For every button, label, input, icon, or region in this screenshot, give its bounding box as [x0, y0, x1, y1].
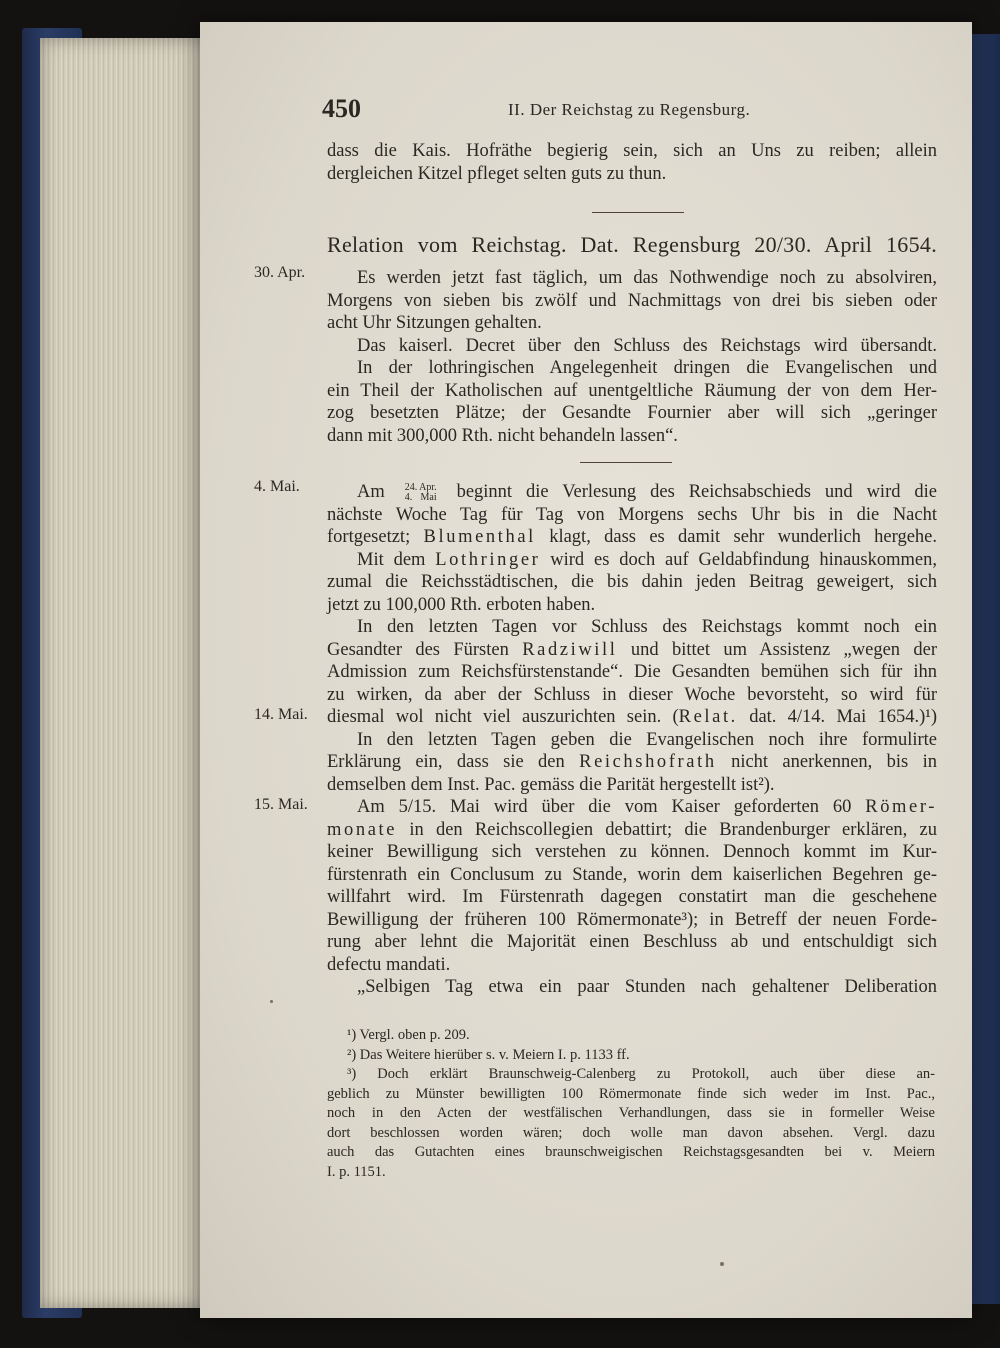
word: diesmal wol nicht viel auszurichten sein. (: [327, 707, 679, 727]
footnote-3-line: I. p. 1151.: [327, 1163, 386, 1180]
text-line: acht Uhr Sitzungen gehalten.: [327, 313, 542, 333]
text-line: „Selbigen Tag etwa ein paar Stunden nach gehaltener Deliberation: [357, 977, 937, 997]
text-line: ein Theil der Katholischen auf unentgeltliche Räumung der von dem Her-: [327, 380, 937, 401]
footnote-3-line: auch das Gutachten eines braunschweigischen Reichstagsgesandten bei v. Meiern: [327, 1144, 935, 1160]
page-number: 450: [322, 94, 361, 123]
text-line: Das kaiserl. Decret über den Schluss des Reichstags wird übersandt.: [357, 335, 937, 356]
text-line: In der lothringischen Angelegenheit dringen die Evangelischen und: [357, 358, 937, 378]
footnote-3-line: dort beschlossen worden wären; doch wolle man davon absehen. Vergl. dazu: [327, 1124, 935, 1141]
text-line: [327, 639, 937, 662]
word: Mit dem: [357, 549, 426, 570]
paragraph-block-2: [327, 481, 937, 999]
text-line: In den letzten Tagen geben die Evangelischen noch ihre formulirte: [357, 729, 937, 750]
spaced-name: Relat.: [678, 707, 738, 727]
footnote-2: ²) Das Weitere hierüber s. v. Meiern I. p. 1133 ff.: [347, 1046, 630, 1063]
date-fraction-top: 24. Apr.: [404, 481, 437, 493]
spaced-name: Reichshofrath: [579, 752, 717, 772]
footnote-1: ¹) Vergl. oben p. 209.: [347, 1027, 470, 1043]
margin-date: 14. Mai.: [254, 706, 308, 723]
margin-date: 30. Apr.: [254, 264, 306, 281]
text-line: [327, 819, 937, 842]
spaced-name: Lothringer: [435, 549, 541, 570]
paragraph-block-1: [327, 267, 937, 447]
text-line: In den letzten Tagen vor Schluss des Reichstags kommt noch ein: [357, 617, 937, 637]
running-head: II. Der Reichstag zu Regensburg.: [508, 100, 751, 119]
footnotes: [327, 1026, 935, 1182]
section-divider: [592, 212, 684, 213]
footnote-3-line: noch in den Acten der westfälischen Verhandlungen, dass sie in formeller Weise: [327, 1105, 935, 1121]
text-line: [327, 526, 937, 549]
word: nicht anerkennen, bis in: [731, 752, 937, 772]
spaced-name: Römer-: [865, 797, 937, 817]
spaced-name: monate: [327, 819, 398, 840]
text-line: [327, 481, 937, 504]
paper-speck: [270, 1000, 273, 1003]
text-line: rung aber lehnt die Majorität einen Beschluss ab und entschuldigt sich: [327, 932, 937, 952]
text-line: Morgens von sieben bis zwölf und Nachmittags von drei bis sieben oder: [327, 290, 937, 311]
section-divider: [580, 462, 672, 463]
word: Am 5/15. Mai wird über die vom Kaiser geforderten 60: [357, 797, 852, 817]
text-line: Admission zum Reichsfürstenstande“. Die Gesandten bemühen sich für ihn: [327, 662, 937, 682]
footnote-3-line: ³) Doch erklärt Braunschweig-Calenberg zu Protokoll, auch über diese an-: [347, 1066, 935, 1082]
word: klagt, dass es damit sehr wunderlich hergehe.: [549, 527, 938, 547]
margin-date: 4. Mai.: [254, 478, 300, 495]
word: in den Reichscollegien debattirt; die Brandenburger erklären, zu: [409, 819, 937, 840]
text-line: dass die Kais. Hofräthe begierig sein, sich an Uns zu reiben; allein: [327, 141, 937, 161]
text-line: fürstenrath ein Conclusum zu Stande, worin dem kaiserlichen Begehren ge-: [327, 864, 937, 885]
paper-speck: [720, 1262, 724, 1266]
date-fraction-bottom: 4. Mai: [404, 491, 437, 503]
word: und bittet um Assistenz „wegen der: [630, 639, 938, 660]
text-line: dergleichen Kitzel pfleget selten guts zu thun.: [327, 163, 667, 184]
text-line: Bewilligung der früheren 100 Römermonate³); in Betreff der neuen Forde-: [327, 909, 937, 930]
text-line: willfahrt wird. Im Fürstenrath dagegen constatirt man die geschehene: [327, 887, 937, 907]
text-line: [327, 751, 937, 774]
word: fortgesetzt;: [327, 527, 411, 547]
text-line: keiner Bewilligung sich verstehen zu können. Dennoch kommt im Kur-: [327, 842, 937, 862]
word: beginnt die Verlesung des Reichsabschieds und wird die: [456, 482, 938, 502]
text-line: jetzt zu 100,000 Rth. erboten haben.: [327, 594, 596, 615]
word: Gesandter des Fürsten: [327, 639, 509, 660]
text-line: [327, 706, 937, 729]
text-line: Es werden jetzt fast täglich, um das Nothwendige noch zu absolviren,: [357, 268, 937, 288]
margin-date: 15. Mai.: [254, 796, 308, 813]
text-line: zumal die Reichsstädtischen, die bis dahin jeden Beitrag geweigert, sich: [327, 572, 937, 592]
spaced-name: Blumenthal: [423, 527, 536, 547]
word: wird es doch auf Geldabfindung hinauskommen,: [550, 549, 938, 570]
word: dat. 4/14. Mai 1654.)¹): [749, 707, 937, 727]
text-line: defectu mandati.: [327, 954, 451, 975]
continuation-paragraph: [327, 140, 937, 185]
section-title: Relation vom Reichstag. Dat. Regensburg 20/30. April 1654.: [327, 232, 937, 257]
page-header: [322, 94, 962, 130]
text-line: [327, 549, 937, 572]
book-page: [200, 22, 972, 1318]
footnote-3-line: geblich zu Münster bewilligten 100 Römermonate finde sich weder im Inst. Pac.,: [327, 1085, 935, 1102]
text-line: nächste Woche Tag für Tag von Morgens sechs Uhr bis in die Nacht: [327, 504, 937, 525]
word: Am: [357, 482, 385, 502]
spaced-name: Radziwill: [522, 639, 618, 660]
text-line: [327, 796, 937, 819]
text-line: demselben dem Inst. Pac. gemäss die Parität hergestellt ist²).: [327, 774, 775, 795]
text-line: dann mit 300,000 Rth. nicht behandeln lassen“.: [327, 425, 678, 446]
text-line: zog besetzten Plätze; der Gesandte Fournier aber will sich „geringer: [327, 403, 937, 423]
text-line: zu wirken, da aber der Schluss in dieser Woche bevorsteht, so wird für: [327, 684, 937, 705]
word: Erklärung ein, dass sie den: [327, 752, 565, 772]
date-fraction: [405, 483, 437, 503]
